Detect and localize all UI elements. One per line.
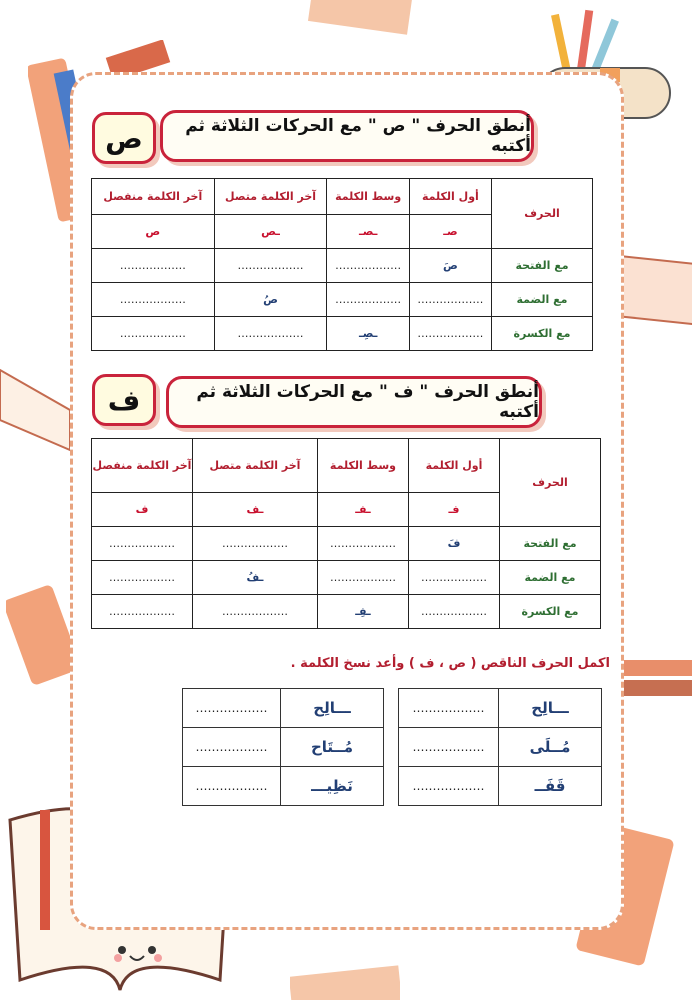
blank-cell[interactable]: ………………	[399, 767, 499, 806]
blank-cell[interactable]: ………………	[214, 317, 327, 351]
blank-cell[interactable]: ………………	[399, 728, 499, 767]
table-row	[183, 728, 384, 767]
incomplete-word: ـــالِح	[499, 689, 602, 728]
book-decoration-top	[300, 0, 420, 40]
header-end-connected: آخر الكلمة متصل	[193, 439, 318, 493]
blank-cell[interactable]: ………………	[214, 249, 327, 283]
letter-form-end-connected: ـف	[193, 493, 318, 527]
table-cell: فَ	[409, 527, 500, 561]
blank-cell[interactable]: ………………	[399, 689, 499, 728]
header-middle: وسط الكلمة	[317, 439, 408, 493]
blank-cell[interactable]: ………………	[409, 595, 500, 629]
blank-cell[interactable]: ………………	[317, 561, 408, 595]
table-row	[92, 527, 601, 561]
table-row	[92, 317, 593, 351]
blank-cell[interactable]: ………………	[92, 249, 215, 283]
book-decoration-bottom	[290, 965, 400, 1000]
table-row	[399, 689, 602, 728]
table-cell: ـفُ	[193, 561, 318, 595]
blank-cell[interactable]: ………………	[193, 527, 318, 561]
row-label: مع الفتحة	[500, 527, 601, 561]
letter-form-middle: ـصـ	[327, 215, 409, 249]
header-end-connected: آخر الكلمة متصل	[214, 179, 327, 215]
header-start: أول الكلمة	[409, 179, 491, 215]
section2-letter-box	[92, 374, 156, 426]
blank-cell[interactable]: ………………	[409, 283, 491, 317]
row-label: مع الفتحة	[492, 249, 593, 283]
header-middle: وسط الكلمة	[327, 179, 409, 215]
section1-letter-box	[92, 112, 156, 164]
header-end-separate: آخر الكلمة منفصل	[92, 179, 215, 215]
letter-form-end-separate: ف	[92, 493, 193, 527]
letter-form-end-separate: ص	[92, 215, 215, 249]
header-letter: الحرف	[500, 439, 601, 527]
header-letter: الحرف	[492, 179, 593, 249]
blank-cell[interactable]: ………………	[92, 283, 215, 317]
blank-cell[interactable]: ………………	[183, 767, 281, 806]
row-label: مع الكسرة	[500, 595, 601, 629]
table-row	[399, 767, 602, 806]
blank-cell[interactable]: ………………	[409, 317, 491, 351]
incomplete-word: مُــتَاح	[281, 728, 384, 767]
blank-cell[interactable]: ………………	[317, 527, 408, 561]
table-row	[92, 283, 593, 317]
section1-letter: ص	[105, 121, 143, 155]
section2-letter: ف	[107, 383, 141, 417]
open-book-decoration-left	[0, 360, 80, 460]
book-decoration-left-middle	[6, 580, 76, 690]
blank-cell[interactable]: ………………	[92, 595, 193, 629]
table-row	[92, 561, 601, 595]
letter-form-end-connected: ـص	[214, 215, 327, 249]
incomplete-word: ـــالِح	[281, 689, 384, 728]
table-row	[183, 689, 384, 728]
exercise-table-right	[398, 688, 602, 806]
section2-title: أنطق الحرف " ف " مع الحركات الثلاثة ثم أكتبه	[166, 376, 542, 428]
section1-title: أنطق الحرف " ص " مع الحركات الثلاثة ثم أكتبه	[160, 110, 534, 162]
blank-cell[interactable]: ………………	[409, 561, 500, 595]
blank-cell[interactable]: ………………	[92, 527, 193, 561]
table-row	[92, 595, 601, 629]
exercise-table-left	[182, 688, 384, 806]
blank-cell[interactable]: ………………	[92, 317, 215, 351]
row-label: مع الكسرة	[492, 317, 593, 351]
section2-table	[91, 438, 601, 629]
row-label: مع الضمة	[500, 561, 601, 595]
books-decoration-right-middle	[620, 640, 692, 720]
blank-cell[interactable]: ………………	[92, 561, 193, 595]
table-cell: ـفِـ	[317, 595, 408, 629]
blank-cell[interactable]: ………………	[183, 728, 281, 767]
letter-form-middle: ـفـ	[317, 493, 408, 527]
letter-form-start: فـ	[409, 493, 500, 527]
incomplete-word: نَظِيـــ	[281, 767, 384, 806]
header-start: أول الكلمة	[409, 439, 500, 493]
table-cell: ـصِـ	[327, 317, 409, 351]
incomplete-word: قَفَــ	[499, 767, 602, 806]
blank-cell[interactable]: ………………	[327, 249, 409, 283]
section1-table	[91, 178, 593, 351]
book-decoration-right	[616, 250, 692, 330]
table-cell: صُ	[214, 283, 327, 317]
table-row	[183, 767, 384, 806]
table-row	[92, 249, 593, 283]
row-label: مع الضمة	[492, 283, 593, 317]
incomplete-word: مُــلَى	[499, 728, 602, 767]
blank-cell[interactable]: ………………	[327, 283, 409, 317]
blank-cell[interactable]: ………………	[193, 595, 318, 629]
table-row	[399, 728, 602, 767]
table-cell: صَ	[409, 249, 491, 283]
blank-cell[interactable]: ………………	[183, 689, 281, 728]
header-end-separate: آخر الكلمة منفصل	[92, 439, 193, 493]
exercise-instruction: اكمل الحرف الناقص ( ص ، ف ) وأعد نسخ الكلمة .	[290, 656, 610, 671]
letter-form-start: صـ	[409, 215, 491, 249]
